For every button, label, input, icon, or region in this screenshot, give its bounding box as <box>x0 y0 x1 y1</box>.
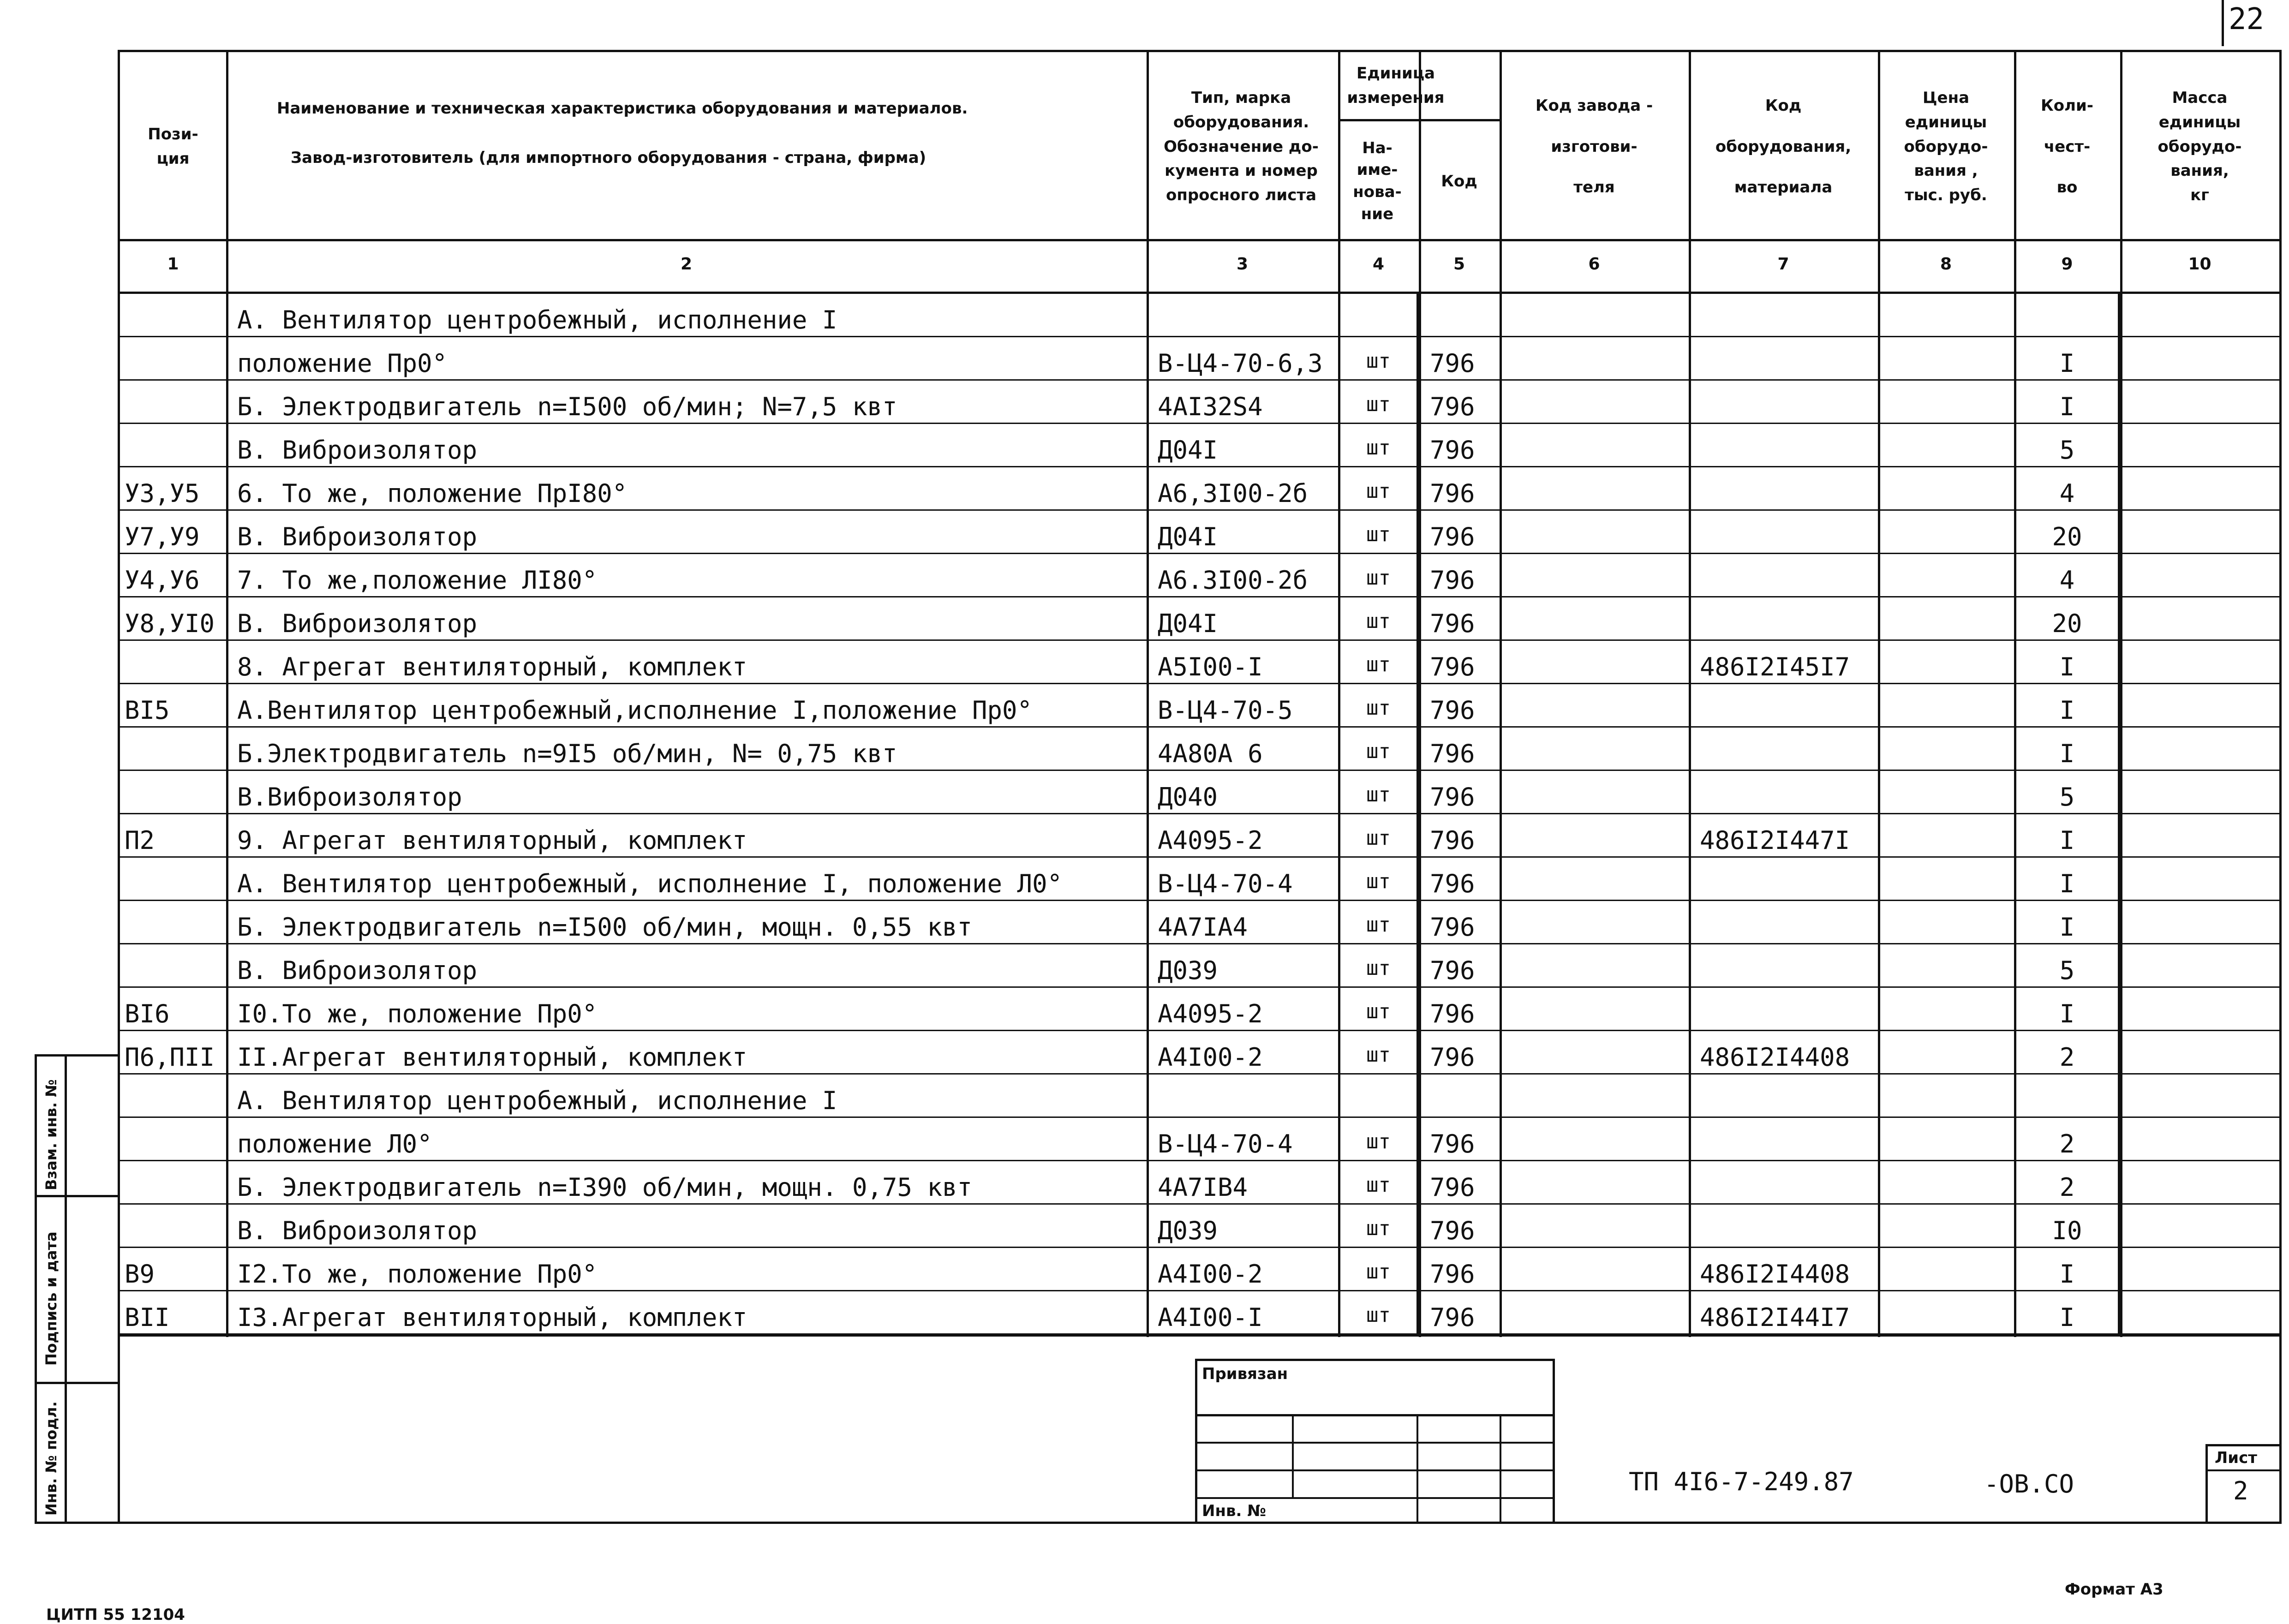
header-equip-code: Код оборудования, материала <box>1715 96 1852 197</box>
col-number: 1 <box>167 255 179 274</box>
cell-type: А6,3I00-2б <box>1158 479 1308 508</box>
cell-type: А6.3I00-2б <box>1158 566 1308 595</box>
header-name-line1: Наименование и техническая характеристика оборудования и материалов. <box>277 99 968 118</box>
col-number: 3 <box>1236 255 1249 274</box>
cell-code: 796 <box>1430 1173 1475 1202</box>
cell-name: В. Виброизолятор <box>237 522 478 551</box>
cell-code: 796 <box>1430 826 1475 855</box>
cell-equip: 486I2I44I7 <box>1700 1303 1850 1332</box>
cell-qty: I <box>2059 913 2075 942</box>
cell-code: 796 <box>1430 956 1475 985</box>
page-number: 22 <box>2229 2 2265 36</box>
cell-code: 796 <box>1430 652 1475 681</box>
cell-pos: У7,У9 <box>125 522 200 551</box>
cell-unit: шт <box>1366 566 1391 590</box>
cell-equip: 486I2I4408 <box>1700 1043 1850 1072</box>
cell-name: 6. То же, положение ПрI80° <box>237 479 628 508</box>
cell-type: 4А7IВ4 <box>1158 1173 1248 1202</box>
cell-qty: I <box>2059 1303 2075 1332</box>
cell-pos: ВI5 <box>125 696 170 725</box>
header-plant-code: Код завода - изготови- теля <box>1535 96 1653 197</box>
cell-type: 4А7IА4 <box>1158 913 1248 942</box>
cell-qty: 2 <box>2059 1043 2075 1072</box>
cell-name: 9. Агрегат вентиляторный, комплект <box>237 826 747 855</box>
cell-code: 796 <box>1430 1303 1475 1332</box>
cell-name: положение Л0° <box>237 1129 432 1158</box>
cell-unit: шт <box>1366 1043 1391 1067</box>
cell-pos: П2 <box>125 826 155 855</box>
cell-name: В. Виброизолятор <box>237 1216 478 1245</box>
cell-unit: шт <box>1366 436 1391 460</box>
cell-name: I2.То же, положение Пр0° <box>237 1260 598 1289</box>
cell-type: В-Ц4-70-5 <box>1158 696 1293 725</box>
cell-name: А. Вентилятор центробежный, исполнение I, положение Л0° <box>237 869 1063 898</box>
cell-qty: I0 <box>2052 1216 2082 1245</box>
cell-pos: У3,У5 <box>125 479 200 508</box>
cell-qty: 20 <box>2052 522 2082 551</box>
cell-qty: 5 <box>2059 782 2075 812</box>
cell-unit: шт <box>1366 1130 1391 1153</box>
header-price: Цена единицы оборудо- вания , тыс. руб. <box>1904 89 1988 205</box>
header-name-line2: Завод-изготовитель (для импортного оборудования - страна, фирма) <box>291 149 926 167</box>
cell-unit: шт <box>1366 1000 1391 1023</box>
header-qty: Коли- чест- во <box>2041 96 2093 197</box>
cell-unit: шт <box>1366 1173 1391 1197</box>
cell-code: 796 <box>1430 1043 1475 1072</box>
cell-qty: I <box>2059 739 2075 768</box>
cell-code: 796 <box>1430 609 1475 638</box>
side-label-podpis: Подпись и дата <box>42 1231 60 1366</box>
sheet-label: Лист <box>2215 1449 2257 1467</box>
cell-unit: шт <box>1366 393 1391 416</box>
cell-type: Д04I <box>1158 436 1218 465</box>
cell-qty: I <box>2059 652 2075 681</box>
side-label-inv: Инв. № подл. <box>42 1401 60 1516</box>
cell-unit: шт <box>1366 479 1391 503</box>
cell-type: Д04I <box>1158 609 1218 638</box>
col-number: 7 <box>1777 255 1789 274</box>
doc-code: ТП 4I6-7-249.87 <box>1629 1467 1854 1496</box>
cell-pos: У4,У6 <box>125 566 200 595</box>
cell-qty: 20 <box>2052 609 2082 638</box>
header-type: Тип, марка оборудования. Обозначение до- кумента и номер опросного листа <box>1164 89 1319 205</box>
cell-name: В. Виброизолятор <box>237 609 478 638</box>
cell-name: В. Виброизолятор <box>237 956 478 985</box>
cell-type: А4095-2 <box>1158 999 1263 1028</box>
side-label-vzam: Взам. инв. № <box>42 1079 60 1190</box>
cell-name: I3.Агрегат вентиляторный, комплект <box>237 1303 747 1332</box>
stamp-inv-no: Инв. № <box>1202 1502 1267 1520</box>
cell-qty: I <box>2059 349 2075 378</box>
cell-type: А4095-2 <box>1158 826 1263 855</box>
cell-pos: ВII <box>125 1303 170 1332</box>
cell-code: 796 <box>1430 1216 1475 1245</box>
cell-code: 796 <box>1430 479 1475 508</box>
cell-qty: I <box>2059 392 2075 421</box>
doc-suffix: -ОВ.СО <box>1984 1469 2074 1499</box>
cell-code: 796 <box>1430 869 1475 898</box>
cell-qty: I <box>2059 999 2075 1028</box>
col-number: 6 <box>1588 255 1600 274</box>
cell-unit: шт <box>1366 1303 1391 1327</box>
cell-type: Д039 <box>1158 1216 1218 1245</box>
header-unit-name: На- име- нова- ние <box>1353 138 1402 223</box>
cell-code: 796 <box>1430 392 1475 421</box>
cell-unit: шт <box>1366 826 1391 850</box>
cell-type: 4А80А 6 <box>1158 739 1263 768</box>
cell-unit: шт <box>1366 523 1391 546</box>
sheet-number: 2 <box>2233 1476 2248 1505</box>
cell-unit: шт <box>1366 349 1391 373</box>
cell-name: В. Виброизолятор <box>237 436 478 465</box>
cell-unit: шт <box>1366 740 1391 763</box>
cell-pos: ВI6 <box>125 999 170 1028</box>
cell-qty: I <box>2059 1260 2075 1289</box>
cell-code: 796 <box>1430 999 1475 1028</box>
cell-name: II.Агрегат вентиляторный, комплект <box>237 1043 747 1072</box>
cell-name: 7. То же,положение ЛI80° <box>237 566 598 595</box>
cell-unit: шт <box>1366 1217 1391 1240</box>
col-number: 10 <box>2188 255 2211 274</box>
cell-name: Б. Электродвигатель n=I390 об/мин, мощн. 0,75 квт <box>237 1173 973 1202</box>
footer-code: ЦИТП 55 12104 <box>46 1606 185 1624</box>
cell-name: А. Вентилятор центробежный, исполнение I <box>237 1086 837 1115</box>
cell-unit: шт <box>1366 870 1391 893</box>
cell-code: 796 <box>1430 349 1475 378</box>
cell-name: Б. Электродвигатель n=I500 об/мин, мощн. 0,55 квт <box>237 913 973 942</box>
cell-code: 796 <box>1430 436 1475 465</box>
cell-name: В.Виброизолятор <box>237 782 462 812</box>
cell-unit: шт <box>1366 1260 1391 1284</box>
cell-qty: 5 <box>2059 436 2075 465</box>
cell-qty: 2 <box>2059 1129 2075 1158</box>
col-number: 9 <box>2061 255 2073 274</box>
cell-code: 796 <box>1430 782 1475 812</box>
cell-name: А.Вентилятор центробежный,исполнение I,положение Пр0° <box>237 696 1033 725</box>
cell-unit: шт <box>1366 696 1391 720</box>
header-mass: Масса единицы оборудо- вания, кг <box>2158 89 2242 205</box>
cell-name: 8. Агрегат вентиляторный, комплект <box>237 652 747 681</box>
col-number: 5 <box>1453 255 1465 274</box>
cell-code: 796 <box>1430 1129 1475 1158</box>
cell-qty: 4 <box>2059 566 2075 595</box>
cell-unit: шт <box>1366 956 1391 980</box>
cell-code: 796 <box>1430 696 1475 725</box>
cell-name: Б. Электродвигатель n=I500 об/мин; N=7,5 квт <box>237 392 897 421</box>
cell-qty: 2 <box>2059 1173 2075 1202</box>
cell-unit: шт <box>1366 913 1391 937</box>
header-unit: Единица измерения <box>1347 64 1445 107</box>
cell-pos: П6,ПII <box>125 1043 215 1072</box>
cell-type: А4I00-2 <box>1158 1043 1263 1072</box>
cell-type: А5I00-I <box>1158 652 1263 681</box>
cell-name: Б.Электродвигатель n=9I5 об/мин, N= 0,75 квт <box>237 739 897 768</box>
cell-code: 796 <box>1430 739 1475 768</box>
stamp-privyazan: Привязан <box>1202 1365 1288 1383</box>
col-number: 2 <box>680 255 693 274</box>
cell-code: 796 <box>1430 522 1475 551</box>
cell-unit: шт <box>1366 653 1391 676</box>
cell-type: А4I00-2 <box>1158 1260 1263 1289</box>
cell-qty: I <box>2059 869 2075 898</box>
cell-type: 4АI32S4 <box>1158 392 1263 421</box>
col-number: 8 <box>1940 255 1952 274</box>
header-pos: Пози- ция <box>148 125 198 168</box>
cell-pos: В9 <box>125 1260 155 1289</box>
cell-name: А. Вентилятор центробежный, исполнение I <box>237 305 837 334</box>
cell-name: положение Пр0° <box>237 349 448 378</box>
cell-code: 796 <box>1430 913 1475 942</box>
cell-qty: 5 <box>2059 956 2075 985</box>
cell-qty: 4 <box>2059 479 2075 508</box>
cell-type: В-Ц4-70-4 <box>1158 869 1293 898</box>
cell-equip: 486I2I447I <box>1700 826 1850 855</box>
cell-type: Д04I <box>1158 522 1218 551</box>
cell-equip: 486I2I4408 <box>1700 1260 1850 1289</box>
cell-unit: шт <box>1366 783 1391 806</box>
cell-code: 796 <box>1430 566 1475 595</box>
cell-type: Д040 <box>1158 782 1218 812</box>
cell-type: А4I00-I <box>1158 1303 1263 1332</box>
cell-qty: I <box>2059 696 2075 725</box>
cell-type: В-Ц4-70-6,3 <box>1158 349 1323 378</box>
cell-type: В-Ц4-70-4 <box>1158 1129 1293 1158</box>
cell-type: Д039 <box>1158 956 1218 985</box>
cell-equip: 486I2I45I7 <box>1700 652 1850 681</box>
cell-unit: шт <box>1366 609 1391 633</box>
cell-code: 796 <box>1430 1260 1475 1289</box>
header-unit-code: Код <box>1441 172 1477 191</box>
cell-pos: У8,УI0 <box>125 609 215 638</box>
col-number: 4 <box>1372 255 1385 274</box>
cell-name: I0.То же, положение Пр0° <box>237 999 598 1028</box>
format-label: Формат А3 <box>2065 1580 2163 1599</box>
cell-qty: I <box>2059 826 2075 855</box>
